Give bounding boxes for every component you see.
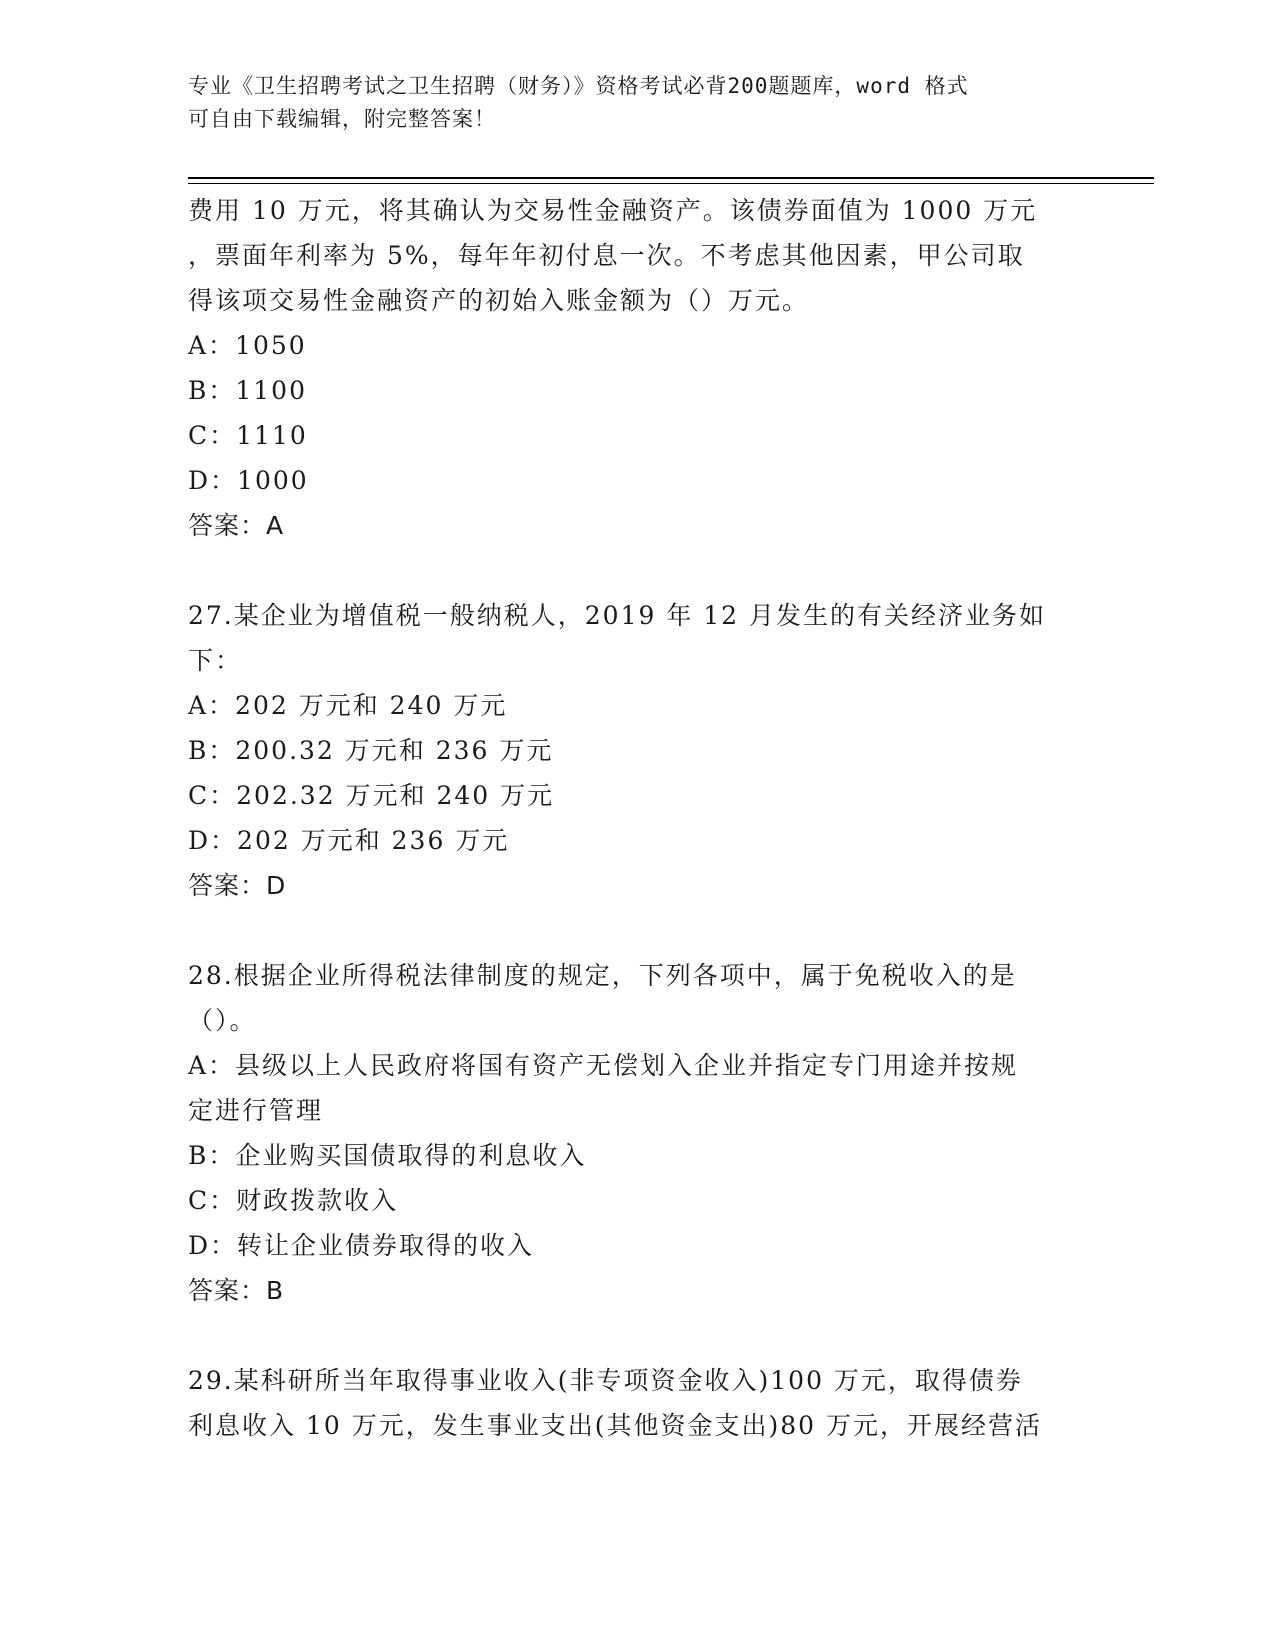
option-c: C：财政拨款收入 (188, 1186, 399, 1215)
option-d: D：202 万元和 236 万元 (188, 826, 510, 855)
header-line-1: 专业《卫生招聘考试之卫生招聘（财务）》资格考试必背200题题库，word 格式 (188, 74, 969, 98)
answer-label: 答案：B (188, 1276, 285, 1305)
question-list (188, 188, 1088, 1448)
option-c: C：1110 (188, 421, 308, 450)
option-d: D：1000 (188, 466, 309, 495)
question-stem-line: 利息收入 10 万元，发生事业支出(其他资金支出)80 万元，开展经营活 (188, 1411, 1042, 1440)
option-a: A：1050 (188, 331, 307, 360)
spacer (188, 1313, 1088, 1358)
spacer (188, 908, 1088, 953)
option-a: A：县级以上人民政府将国有资产无偿划入企业并指定专门用途并按规 (188, 1051, 1019, 1080)
question-stem-line: ，票面年利率为 5%，每年年初付息一次。不考虑其他因素，甲公司取 (188, 241, 1025, 270)
option-b: B：200.32 万元和 236 万元 (188, 736, 554, 765)
question-stem-line: 27.某企业为增值税一般纳税人，2019 年 12 月发生的有关经济业务如 (188, 601, 1047, 630)
answer-label: 答案：D (188, 871, 287, 900)
spacer (188, 548, 1088, 593)
answer-label: 答案：A (188, 511, 285, 540)
option-c: C：202.32 万元和 240 万元 (188, 781, 555, 810)
question-29 (188, 1358, 1088, 1448)
question-stem-line: 29.某科研所当年取得事业收入(非专项资金收入)100 万元，取得债券 (188, 1366, 1023, 1395)
question-stem-line: （）。 (188, 1006, 257, 1035)
question-stem-line: 得该项交易性金融资产的初始入账金额为（）万元。 (188, 286, 810, 315)
question-27 (188, 593, 1088, 908)
option-b: B：企业购买国债取得的利息收入 (188, 1141, 587, 1170)
question-stem-line: 下： (188, 646, 243, 675)
option-b: B：1100 (188, 376, 307, 405)
question-28 (188, 953, 1088, 1313)
option-a: A：202 万元和 240 万元 (188, 691, 508, 720)
header-rule-thin (188, 183, 1154, 184)
option-a-continued: 定进行管理 (188, 1096, 324, 1125)
header-rule-thick (188, 177, 1154, 179)
option-d: D：转让企业债券取得的收入 (188, 1231, 535, 1260)
question-26 (188, 188, 1088, 548)
header-line-2: 可自由下载编辑，附完整答案！ (188, 107, 496, 131)
question-stem-line: 费用 10 万元，将其确认为交易性金融资产。该债券面值为 1000 万元 (188, 196, 1038, 225)
document-header (188, 70, 1088, 136)
question-stem-line: 28.根据企业所得税法律制度的规定，下列各项中，属于免税收入的是 (188, 961, 1017, 990)
